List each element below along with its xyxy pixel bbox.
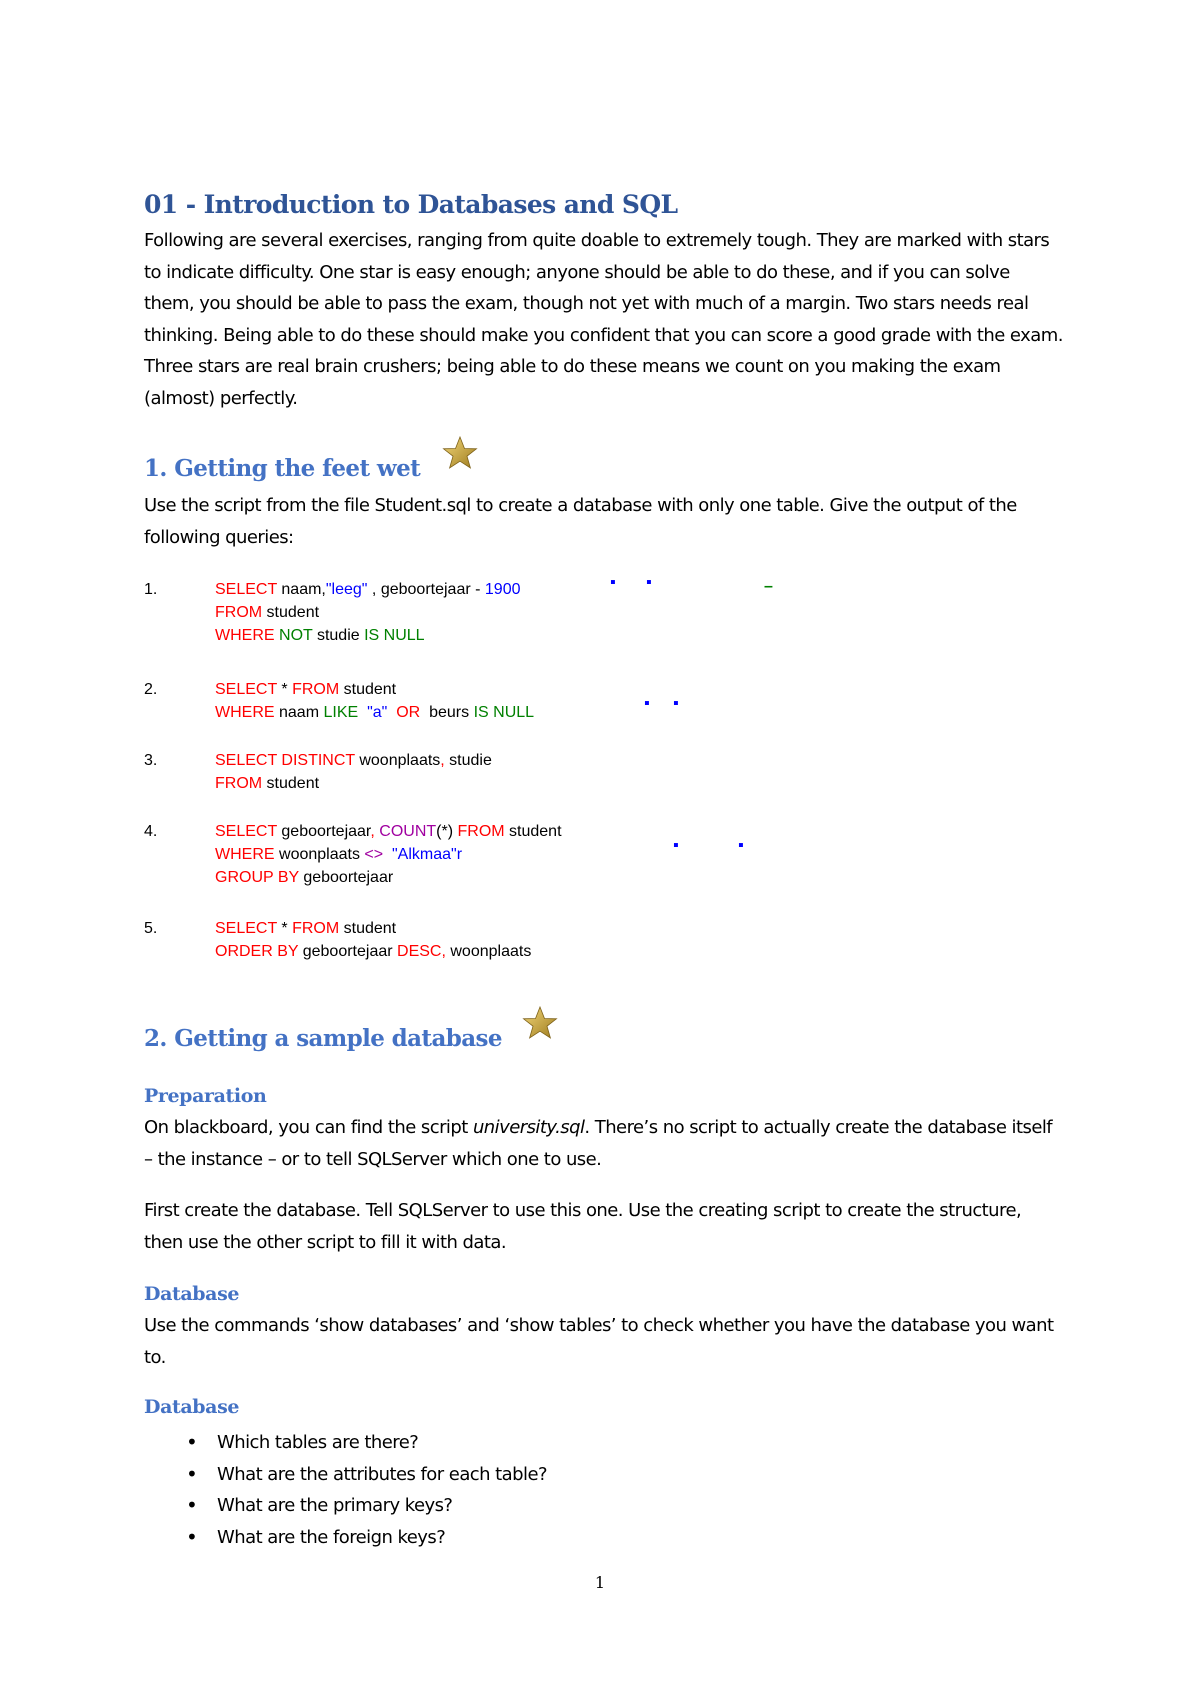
code-token: OR <box>396 704 421 721</box>
code-token: studie <box>444 752 492 769</box>
list-item: • What are the primary keys? <box>144 1490 547 1522</box>
code-token: FROM <box>457 823 505 840</box>
code-token: WHERE <box>215 846 275 863</box>
code-line <box>215 940 531 963</box>
query-code <box>215 820 562 889</box>
question-list <box>144 1427 547 1553</box>
code-token <box>358 704 367 721</box>
code-token: woonplaats <box>354 752 441 769</box>
code-token: IS NULL <box>473 704 535 721</box>
database-text: Use the commands ‘show databases’ and ‘show tables’ to check whether you have the database you want to. <box>144 1315 1054 1368</box>
preparation-text-start: On blackboard, you can find the script <box>144 1117 473 1138</box>
code-token: "a" <box>367 704 388 721</box>
code-token: ORDER BY <box>215 943 299 960</box>
code-token: student <box>504 823 562 840</box>
list-item: • What are the attributes for each table? <box>144 1459 547 1491</box>
code-token: , <box>440 752 445 769</box>
code-token: * <box>276 920 293 937</box>
query-number: 5. <box>144 920 158 937</box>
page-number: 1 <box>594 1573 606 1592</box>
code-token: geboortejaar <box>276 823 371 840</box>
code-token: naam, <box>276 581 326 598</box>
code-token: SELECT <box>215 581 277 598</box>
query-number: 3. <box>144 752 158 769</box>
script-filename: university.sql <box>472 1117 585 1138</box>
stray-mark: ▪ <box>673 837 679 854</box>
preparation-text <box>144 1112 1064 1175</box>
section-1-title: 1. Getting the feet wet <box>144 455 421 482</box>
list-item: • What are the foreign keys? <box>144 1522 547 1554</box>
code-token: , <box>441 943 446 960</box>
code-token: studie <box>312 627 365 644</box>
code-token: , <box>370 823 375 840</box>
preparation-heading: Preparation <box>144 1085 267 1107</box>
code-token: SELECT <box>215 920 277 937</box>
code-token: * <box>276 681 293 698</box>
code-line <box>215 866 562 889</box>
stray-mark: ▪ <box>673 695 679 712</box>
code-token: FROM <box>215 775 263 792</box>
code-token: student <box>339 920 397 937</box>
code-line <box>215 678 534 701</box>
query-code <box>215 678 534 724</box>
query-code <box>215 749 492 795</box>
section-1-heading <box>144 455 478 482</box>
query-code <box>215 578 520 647</box>
stray-mark: ▪ <box>610 574 616 591</box>
database-heading-2: Database <box>144 1396 240 1418</box>
code-token: student <box>262 775 320 792</box>
code-token <box>387 704 396 721</box>
page-title: 01 - Introduction to Databases and SQL <box>144 190 678 219</box>
code-token: COUNT <box>379 823 437 840</box>
code-token: student <box>339 681 397 698</box>
code-token: "Alkmaa"r <box>391 846 463 863</box>
code-token: LIKE <box>323 704 359 721</box>
section-1-text: Use the script from the file Student.sql to create a database with only one table. Give the output of the following queries: <box>144 495 1017 548</box>
code-token: WHERE <box>215 704 275 721</box>
stray-mark: ▪ <box>646 574 652 591</box>
code-token: SELECT DISTINCT <box>215 752 355 769</box>
code-token: beurs <box>420 704 474 721</box>
code-token: WHERE <box>215 627 275 644</box>
code-line <box>215 624 520 647</box>
code-token: geboortejaar <box>298 869 394 886</box>
code-token: IS NULL <box>364 627 425 644</box>
intro-paragraph: Following are several exercises, ranging from quite doable to extremely tough. They are marked with stars to indicate difficulty. One star is easy enough; anyone should be able to do these, and if you can solve them, you should be able to pass the exam, though not yet with much of a margin. Two stars needs real thinking. Being able to do these should make you confident that you can score a good grade with the exam. Three stars are real brain crushers; being able to do these means we count on you making the exam (almost) perfectly. <box>144 230 1063 409</box>
code-line <box>215 749 492 772</box>
code-line <box>215 820 562 843</box>
code-token: GROUP BY <box>215 869 299 886</box>
query-code <box>215 917 531 963</box>
stray-mark: – <box>764 578 773 595</box>
section-2-title: 2. Getting a sample database <box>144 1025 502 1052</box>
code-token: woonplaats <box>274 846 365 863</box>
code-line <box>215 772 492 795</box>
code-token: NOT <box>279 627 313 644</box>
database-heading-1: Database <box>144 1283 240 1305</box>
stray-mark: ▪ <box>644 695 650 712</box>
stray-mark: ▪ <box>738 837 744 854</box>
code-line <box>215 917 531 940</box>
star-icon <box>522 1005 558 1041</box>
code-token: woonplaats <box>445 943 532 960</box>
list-item: • Which tables are there? <box>144 1427 547 1459</box>
code-token: SELECT <box>215 823 277 840</box>
code-token: (*) <box>436 823 458 840</box>
code-line <box>215 601 520 624</box>
code-token: <> <box>364 846 384 863</box>
code-token: DESC <box>397 943 442 960</box>
query-number: 2. <box>144 681 158 698</box>
code-token: geboortejaar <box>298 943 398 960</box>
preparation-text-2: First create the database. Tell SQLServer to use this one. Use the creating script to create the structure, then use the other script to fill it with data. <box>144 1200 1022 1253</box>
section-2-heading <box>144 1025 558 1052</box>
code-line <box>215 701 534 724</box>
code-token: FROM <box>292 681 340 698</box>
star-icon <box>442 435 478 471</box>
code-token: student <box>262 604 320 621</box>
code-token: 1900 <box>484 581 521 598</box>
query-number: 1. <box>144 581 158 598</box>
code-token: FROM <box>215 604 263 621</box>
preparation-text-end: . There’s no script to actually create the database itself – the instance – or to tell SQLServer which one to use. <box>144 1117 1053 1170</box>
code-token: "leeg" <box>325 581 368 598</box>
code-line <box>215 843 562 866</box>
code-line <box>215 578 520 601</box>
code-token <box>383 846 392 863</box>
code-token: naam <box>274 704 324 721</box>
query-number: 4. <box>144 823 158 840</box>
code-token: , geboortejaar - <box>367 581 485 598</box>
code-token: FROM <box>292 920 340 937</box>
code-token: SELECT <box>215 681 277 698</box>
